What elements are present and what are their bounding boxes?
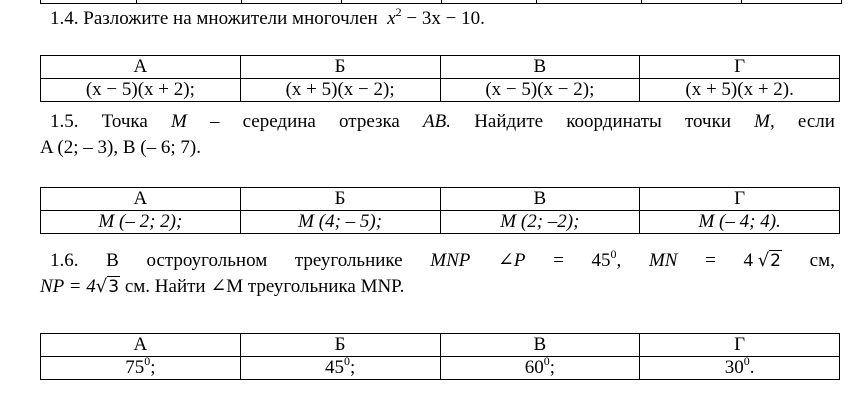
expr-var: x: [387, 8, 396, 29]
question-1-5: [40, 109, 835, 161]
question-1-4: [40, 6, 835, 32]
word: середина: [242, 111, 316, 132]
word: треугольнике: [294, 250, 403, 271]
word: M,: [754, 111, 775, 132]
table-answer-row: [41, 211, 840, 234]
word: если: [797, 111, 835, 132]
sqrt-icon: √: [757, 250, 770, 271]
expr-exponent: 2: [395, 5, 402, 19]
word: ∠P: [498, 250, 526, 271]
mn-value: 4 √2: [743, 250, 781, 271]
word: В: [106, 250, 119, 271]
question-line-2: NP = 4√3 см. Найти ∠M треугольника MNP.: [40, 276, 405, 297]
header-a: А: [41, 334, 241, 357]
word: –: [209, 111, 220, 132]
answer-a: $75^0$;: [41, 357, 241, 380]
header-b: Б: [240, 334, 440, 357]
expr-rest: − 3x − 10.: [401, 8, 485, 29]
word: M: [170, 111, 187, 132]
word: =: [553, 250, 564, 271]
question-number: 1.4.: [50, 8, 79, 29]
answer-a: M (– 2; 2);: [41, 211, 241, 234]
table-header-row: [41, 334, 840, 357]
question-1-6: [40, 248, 835, 300]
word: Точка: [101, 111, 148, 132]
sqrt-icon: √: [95, 276, 108, 297]
header-v: В: [440, 188, 640, 211]
header-a: А: [41, 56, 241, 79]
header-v: В: [440, 56, 640, 79]
header-b: Б: [240, 56, 440, 79]
angle-value: $45^0$,: [591, 247, 622, 271]
word: =: [705, 250, 716, 271]
answer-v: (x − 5)(x − 2);: [440, 79, 640, 102]
word: MNP: [430, 250, 471, 271]
answer-v: $60^0$;: [440, 357, 640, 380]
question-number: 1.6.: [50, 250, 79, 271]
word: MN: [648, 250, 678, 271]
answer-b: M (4; – 5);: [240, 211, 440, 234]
answer-a: (x − 5)(x + 2);: [41, 79, 241, 102]
header-g: Г: [640, 56, 840, 79]
question-text: Разложите на множители многочлен: [83, 8, 378, 29]
previous-table-edge: [40, 0, 842, 4]
table-answer-row: [41, 79, 840, 102]
header-b: Б: [240, 188, 440, 211]
word: Найдите: [474, 111, 544, 132]
answer-g: M (– 4; 4).: [640, 211, 840, 234]
answer-v: M (2; –2);: [440, 211, 640, 234]
table-answer-row: [41, 357, 840, 380]
word: отрезка: [339, 111, 400, 132]
degree-sup: 0: [610, 247, 617, 261]
header-g: Г: [640, 334, 840, 357]
question-line-2: A (2; – 3), B (– 6; 7).: [40, 137, 201, 158]
answer-table-1-6: [40, 333, 840, 380]
answer-g: $30^0$.: [640, 357, 840, 380]
table-header-row: [41, 56, 840, 79]
header-g: Г: [640, 188, 840, 211]
word: координаты: [566, 111, 662, 132]
question-number: 1.5.: [50, 111, 79, 132]
word: остроугольном: [146, 250, 268, 271]
radicand: 2: [770, 251, 781, 271]
header-a: А: [41, 188, 241, 211]
table-header-row: [41, 188, 840, 211]
word: см,: [809, 250, 835, 271]
word: AB.: [423, 111, 452, 132]
answer-table-1-5: [40, 187, 840, 234]
word: точки: [684, 111, 731, 132]
answer-b: (x + 5)(x − 2);: [240, 79, 440, 102]
radicand: 3: [108, 277, 120, 297]
answer-table-1-4: [40, 55, 840, 102]
answer-b: $45^0$;: [240, 357, 440, 380]
answer-g: (x + 5)(x + 2).: [640, 79, 840, 102]
header-v: В: [440, 334, 640, 357]
